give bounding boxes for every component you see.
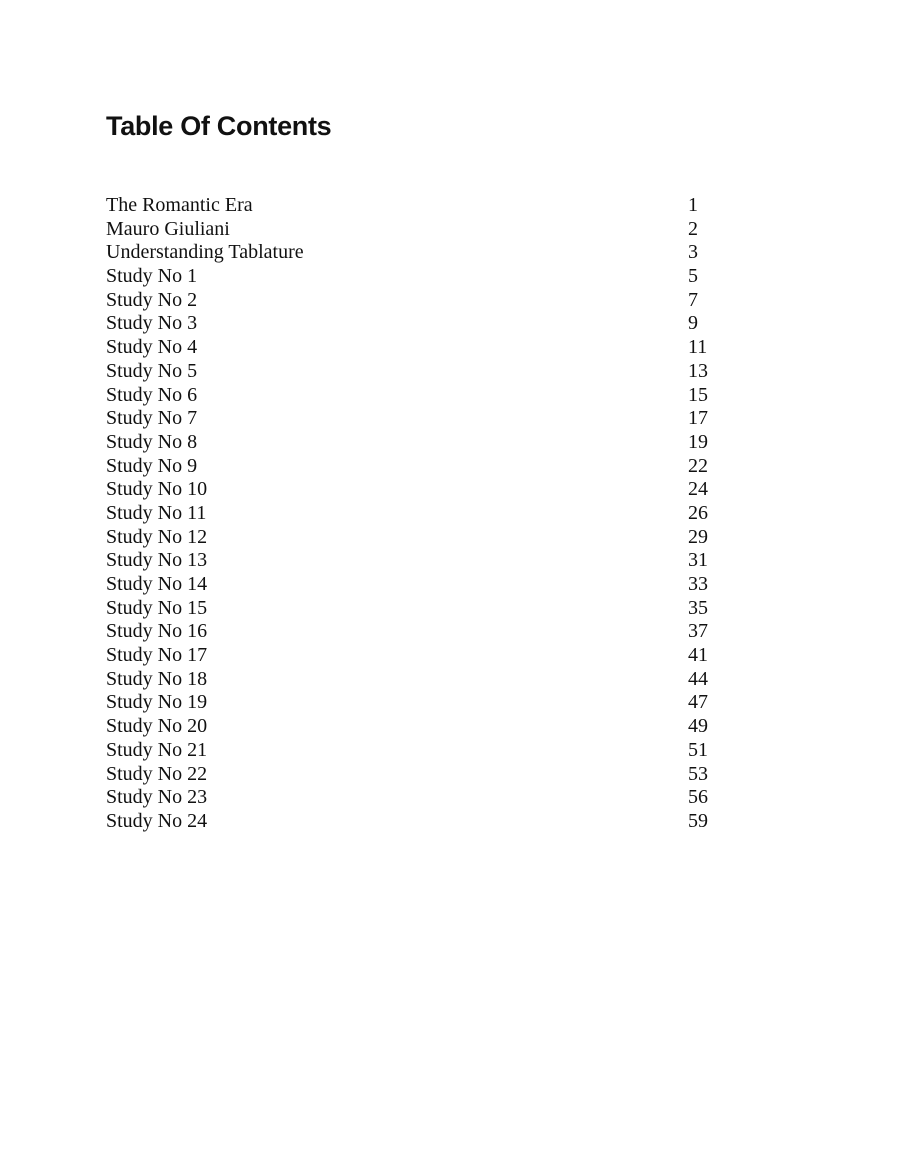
toc-entry-label: Study No 22: [106, 762, 208, 785]
toc-entry-label: Understanding Tablature: [106, 241, 304, 264]
toc-entry-page-number: 59: [688, 809, 708, 832]
toc-entry-page-number: 11: [688, 336, 708, 359]
toc-entry-label: Study No 3: [106, 312, 198, 335]
toc-entry-label: Study No 16: [106, 620, 208, 643]
toc-entry-page-number: 47: [688, 691, 708, 714]
toc-entry-label: Study No 11: [106, 501, 207, 524]
toc-entry-page-number: 24: [688, 478, 708, 501]
toc-entry-label: Study No 5: [106, 359, 198, 382]
toc-entry: [106, 384, 746, 408]
toc-entry-page-number: 7: [688, 288, 698, 311]
toc-entry: [106, 620, 746, 644]
toc-entry: [106, 289, 746, 313]
toc-entry-page-number: 53: [688, 762, 708, 785]
toc-entry-page-number: 49: [688, 715, 708, 738]
toc-entry: [106, 502, 746, 526]
toc-entry-page-number: 2: [688, 217, 698, 240]
toc-entry: [106, 715, 746, 739]
toc-entry-label: Study No 8: [106, 430, 198, 453]
toc-entry-label: Study No 9: [106, 454, 198, 477]
toc-entry: [106, 431, 746, 455]
toc-entry: [106, 739, 746, 763]
toc-entry-label: Study No 2: [106, 288, 198, 311]
toc-entry: [106, 265, 746, 289]
toc-entry: [106, 312, 746, 336]
toc-entry-page-number: 9: [688, 312, 698, 335]
toc-entry: [106, 526, 746, 550]
toc-entry-page-number: 17: [688, 407, 708, 430]
toc-entry: [106, 691, 746, 715]
toc-entry: [106, 549, 746, 573]
toc-entry-label: Study No 4: [106, 336, 198, 359]
toc-entry: [106, 336, 746, 360]
toc-entry-page-number: 44: [688, 667, 708, 690]
toc-entry-label: Mauro Giuliani: [106, 217, 230, 240]
toc-entry: [106, 407, 746, 431]
toc-entry: [106, 478, 746, 502]
toc-list: [106, 194, 746, 834]
toc-entry-page-number: 31: [688, 549, 708, 572]
toc-entry-label: Study No 6: [106, 383, 198, 406]
toc-entry-label: Study No 24: [106, 809, 208, 832]
toc-entry-label: Study No 7: [106, 407, 198, 430]
toc-entry: [106, 218, 746, 242]
toc-entry-label: Study No 19: [106, 691, 208, 714]
toc-entry-label: Study No 13: [106, 549, 208, 572]
toc-entry-page-number: 3: [688, 241, 698, 264]
toc-entry-label: Study No 14: [106, 573, 208, 595]
toc-entry: [106, 241, 746, 265]
toc-entry-label: Study No 23: [106, 786, 208, 809]
toc-entry-page-number: 22: [688, 454, 708, 477]
toc-entry: [106, 810, 746, 834]
toc-entry: [106, 360, 746, 384]
toc-entry-label: The Romantic Era: [106, 194, 253, 216]
toc-entry-label: Study No 20: [106, 715, 208, 738]
toc-entry: [106, 763, 746, 787]
toc-entry: [106, 194, 746, 218]
toc-entry-page-number: 51: [688, 738, 708, 761]
toc-entry-page-number: 56: [688, 786, 708, 809]
toc-entry-label: Study No 21: [106, 738, 208, 761]
toc-entry-page-number: 26: [688, 501, 708, 524]
toc-entry-label: Study No 15: [106, 596, 208, 619]
toc-entry-page-number: 37: [688, 620, 708, 643]
toc-entry: [106, 668, 746, 692]
toc-entry: [106, 573, 746, 597]
toc-entry-page-number: 35: [688, 596, 708, 619]
toc-entry-page-number: 19: [688, 430, 708, 453]
toc-entry-label: Study No 1: [106, 265, 198, 288]
toc-entry-label: Study No 17: [106, 644, 208, 667]
toc-entry-label: Study No 10: [106, 478, 208, 501]
toc-entry: [106, 786, 746, 810]
toc-entry-page-number: 1: [688, 194, 698, 216]
toc-entry-page-number: 15: [688, 383, 708, 406]
toc-entry-label: Study No 18: [106, 667, 208, 690]
toc-entry-label: Study No 12: [106, 525, 208, 548]
toc-entry-page-number: 33: [688, 573, 708, 595]
toc-entry-page-number: 41: [688, 644, 708, 667]
toc-entry-page-number: 29: [688, 525, 708, 548]
toc-entry-page-number: 5: [688, 265, 698, 288]
page-title: Table Of Contents: [106, 111, 332, 141]
toc-entry: [106, 644, 746, 668]
toc-entry-page-number: 13: [688, 359, 708, 382]
toc-entry: [106, 597, 746, 621]
toc-entry: [106, 455, 746, 479]
